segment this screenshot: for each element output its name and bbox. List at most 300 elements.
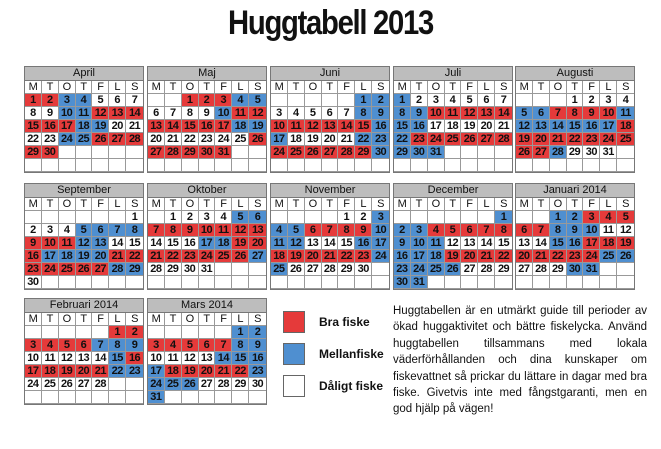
day-cell-daligt: 16 bbox=[182, 237, 199, 250]
day-cell-bra: 20 bbox=[533, 133, 550, 146]
day-cell-bra: 26 bbox=[76, 263, 93, 276]
day-cell-mellan: 16 bbox=[411, 120, 428, 133]
empty-cell bbox=[215, 276, 232, 289]
empty-cell bbox=[322, 276, 339, 289]
empty-cell bbox=[617, 276, 634, 289]
month-name: Augusti bbox=[516, 67, 634, 81]
day-cell-daligt: 14 bbox=[109, 237, 126, 250]
day-cell-mellan: 18 bbox=[76, 120, 93, 133]
day-grid bbox=[25, 81, 143, 172]
day-cell-mellan: 2 bbox=[567, 211, 584, 224]
day-grid bbox=[394, 198, 512, 289]
empty-cell bbox=[305, 211, 322, 224]
day-cell-mellan: 29 bbox=[126, 263, 143, 276]
empty-cell bbox=[288, 159, 305, 172]
day-cell-mellan: 18 bbox=[428, 250, 445, 263]
day-cell-bra: 14 bbox=[126, 107, 143, 120]
day-cell-bra: 11 bbox=[445, 107, 462, 120]
weekday-header: O bbox=[305, 198, 322, 211]
month-calendar bbox=[270, 66, 390, 173]
day-cell-bra: 21 bbox=[92, 365, 109, 378]
empty-cell bbox=[600, 263, 617, 276]
empty-cell bbox=[445, 276, 462, 289]
weekday-header: T bbox=[533, 81, 550, 94]
day-cell-bra: 20 bbox=[199, 365, 216, 378]
day-cell-daligt: 25 bbox=[42, 378, 59, 391]
day-cell-mellan: 7 bbox=[109, 224, 126, 237]
day-cell-daligt: 29 bbox=[338, 263, 355, 276]
day-cell-bra: 29 bbox=[355, 146, 372, 159]
month-calendar bbox=[393, 66, 513, 173]
weekday-header: T bbox=[199, 81, 216, 94]
day-cell-mellan: 9 bbox=[249, 339, 266, 352]
weekday-header: L bbox=[232, 198, 249, 211]
empty-cell bbox=[516, 276, 533, 289]
day-grid bbox=[148, 81, 266, 172]
day-cell-bra: 24 bbox=[42, 263, 59, 276]
empty-cell bbox=[372, 276, 389, 289]
day-cell-mellan: 29 bbox=[394, 146, 411, 159]
empty-cell bbox=[288, 94, 305, 107]
day-grid bbox=[148, 313, 266, 404]
weekday-header: L bbox=[109, 81, 126, 94]
day-cell-mellan: 19 bbox=[76, 250, 93, 263]
day-cell-daligt: 5 bbox=[461, 94, 478, 107]
day-cell-mellan: 13 bbox=[533, 120, 550, 133]
empty-cell bbox=[617, 159, 634, 172]
day-cell-daligt: 27 bbox=[305, 263, 322, 276]
empty-cell bbox=[76, 146, 93, 159]
weekday-header: S bbox=[372, 198, 389, 211]
empty-cell bbox=[42, 276, 59, 289]
day-cell-bra: 13 bbox=[322, 120, 339, 133]
day-cell-bra: 15 bbox=[182, 120, 199, 133]
day-cell-bra: 24 bbox=[428, 133, 445, 146]
day-cell-bra: 9 bbox=[583, 107, 600, 120]
day-cell-daligt: 28 bbox=[215, 378, 232, 391]
empty-cell bbox=[533, 211, 550, 224]
day-cell-mellan: 19 bbox=[92, 120, 109, 133]
weekday-header: O bbox=[428, 81, 445, 94]
weekday-header: L bbox=[478, 198, 495, 211]
day-cell-daligt: 26 bbox=[288, 263, 305, 276]
empty-cell bbox=[495, 159, 512, 172]
empty-cell bbox=[428, 276, 445, 289]
weekday-header: S bbox=[495, 81, 512, 94]
day-cell-bra: 5 bbox=[182, 339, 199, 352]
day-cell-mellan: 11 bbox=[428, 237, 445, 250]
day-cell-mellan: 11 bbox=[76, 107, 93, 120]
day-cell-bra: 10 bbox=[271, 120, 288, 133]
day-cell-bra: 7 bbox=[533, 224, 550, 237]
day-cell-bra: 23 bbox=[182, 250, 199, 263]
day-cell-daligt: 2 bbox=[411, 94, 428, 107]
day-cell-mellan: 5 bbox=[288, 224, 305, 237]
weekday-header: F bbox=[92, 198, 109, 211]
day-cell-bra: 25 bbox=[617, 133, 634, 146]
weekday-header: F bbox=[338, 198, 355, 211]
day-cell-bra: 11 bbox=[59, 237, 76, 250]
weekday-header: M bbox=[516, 81, 533, 94]
empty-cell bbox=[478, 146, 495, 159]
day-cell-bra: 10 bbox=[199, 224, 216, 237]
day-cell-bra: 5 bbox=[445, 224, 462, 237]
day-cell-daligt: 6 bbox=[478, 94, 495, 107]
empty-cell bbox=[249, 159, 266, 172]
day-cell-mellan: 31 bbox=[148, 391, 165, 404]
day-cell-mellan: 3 bbox=[411, 224, 428, 237]
month-calendar bbox=[270, 183, 390, 290]
legend-swatch-daligt bbox=[283, 375, 305, 397]
day-cell-bra: 23 bbox=[583, 133, 600, 146]
empty-cell bbox=[478, 159, 495, 172]
day-cell-mellan: 18 bbox=[59, 250, 76, 263]
day-cell-daligt: 5 bbox=[92, 94, 109, 107]
day-cell-mellan: 8 bbox=[126, 224, 143, 237]
day-cell-bra: 22 bbox=[232, 365, 249, 378]
day-cell-bra: 9 bbox=[182, 224, 199, 237]
day-cell-daligt: 2 bbox=[25, 224, 42, 237]
empty-cell bbox=[165, 94, 182, 107]
day-cell-bra: 27 bbox=[533, 146, 550, 159]
weekday-header: F bbox=[583, 198, 600, 211]
empty-cell bbox=[92, 326, 109, 339]
month-name: Juli bbox=[394, 67, 512, 81]
empty-cell bbox=[411, 211, 428, 224]
day-cell-bra: 20 bbox=[76, 365, 93, 378]
day-cell-mellan: 18 bbox=[215, 237, 232, 250]
weekday-header: T bbox=[165, 313, 182, 326]
empty-cell bbox=[42, 326, 59, 339]
empty-cell bbox=[126, 146, 143, 159]
day-cell-mellan: 3 bbox=[59, 94, 76, 107]
weekday-header: T bbox=[288, 81, 305, 94]
empty-cell bbox=[165, 276, 182, 289]
day-cell-mellan: 1 bbox=[550, 211, 567, 224]
weekday-header: M bbox=[148, 313, 165, 326]
day-cell-daligt: 30 bbox=[182, 263, 199, 276]
day-cell-mellan: 16 bbox=[372, 120, 389, 133]
weekday-header: F bbox=[583, 81, 600, 94]
weekday-header: S bbox=[249, 313, 266, 326]
weekday-header: O bbox=[428, 198, 445, 211]
weekday-header: T bbox=[165, 198, 182, 211]
day-cell-mellan: 24 bbox=[148, 378, 165, 391]
empty-cell bbox=[583, 276, 600, 289]
day-cell-daligt: 29 bbox=[232, 378, 249, 391]
day-cell-bra: 12 bbox=[92, 107, 109, 120]
day-cell-daligt: 4 bbox=[288, 107, 305, 120]
day-cell-bra: 21 bbox=[215, 365, 232, 378]
day-cell-bra: 6 bbox=[516, 224, 533, 237]
empty-cell bbox=[338, 159, 355, 172]
day-cell-bra: 7 bbox=[322, 224, 339, 237]
empty-cell bbox=[288, 211, 305, 224]
day-cell-daligt: 14 bbox=[478, 237, 495, 250]
day-cell-daligt: 13 bbox=[305, 237, 322, 250]
day-cell-bra: 23 bbox=[355, 250, 372, 263]
weekday-header: F bbox=[461, 81, 478, 94]
day-cell-mellan: 4 bbox=[76, 94, 93, 107]
day-cell-bra: 14 bbox=[495, 107, 512, 120]
day-cell-mellan: 28 bbox=[109, 263, 126, 276]
day-cell-bra: 25 bbox=[59, 263, 76, 276]
day-cell-bra: 11 bbox=[232, 107, 249, 120]
day-cell-mellan: 4 bbox=[232, 94, 249, 107]
month-name: Juni bbox=[271, 67, 389, 81]
day-cell-daligt: 13 bbox=[199, 352, 216, 365]
empty-cell bbox=[372, 263, 389, 276]
day-cell-mellan: 31 bbox=[583, 263, 600, 276]
empty-cell bbox=[461, 146, 478, 159]
empty-cell bbox=[59, 211, 76, 224]
day-cell-bra: 18 bbox=[165, 365, 182, 378]
empty-cell bbox=[25, 159, 42, 172]
legend-swatch-mellan bbox=[283, 343, 305, 365]
day-cell-bra: 26 bbox=[92, 133, 109, 146]
empty-cell bbox=[617, 263, 634, 276]
day-cell-daligt: 7 bbox=[338, 107, 355, 120]
empty-cell bbox=[199, 391, 216, 404]
day-cell-daligt: 3 bbox=[199, 211, 216, 224]
day-cell-bra: 24 bbox=[600, 133, 617, 146]
day-cell-daligt: 14 bbox=[322, 237, 339, 250]
empty-cell bbox=[411, 159, 428, 172]
day-cell-daligt: 14 bbox=[148, 237, 165, 250]
weekday-header: T bbox=[76, 313, 93, 326]
day-cell-mellan: 7 bbox=[92, 339, 109, 352]
weekday-header: L bbox=[478, 81, 495, 94]
empty-cell bbox=[372, 159, 389, 172]
day-cell-bra: 6 bbox=[305, 224, 322, 237]
day-cell-mellan: 8 bbox=[394, 107, 411, 120]
month-name: December bbox=[394, 184, 512, 198]
month-calendar bbox=[393, 183, 513, 290]
empty-cell bbox=[583, 159, 600, 172]
day-cell-bra: 22 bbox=[338, 250, 355, 263]
month-calendar bbox=[24, 183, 144, 290]
day-cell-bra: 17 bbox=[583, 237, 600, 250]
empty-cell bbox=[92, 391, 109, 404]
empty-cell bbox=[617, 146, 634, 159]
day-cell-mellan: 18 bbox=[232, 120, 249, 133]
day-cell-bra: 2 bbox=[42, 94, 59, 107]
weekday-header: L bbox=[232, 81, 249, 94]
empty-cell bbox=[59, 326, 76, 339]
weekday-header: O bbox=[182, 81, 199, 94]
day-cell-mellan: 15 bbox=[232, 352, 249, 365]
day-grid bbox=[271, 198, 389, 289]
day-cell-daligt: 7 bbox=[495, 94, 512, 107]
day-cell-mellan: 30 bbox=[567, 263, 584, 276]
day-cell-mellan: 2 bbox=[249, 326, 266, 339]
day-cell-daligt: 28 bbox=[322, 263, 339, 276]
month-name: November bbox=[271, 184, 389, 198]
day-cell-bra: 19 bbox=[617, 237, 634, 250]
empty-cell bbox=[25, 391, 42, 404]
day-cell-bra: 21 bbox=[478, 250, 495, 263]
weekday-header: T bbox=[411, 81, 428, 94]
day-cell-mellan: 6 bbox=[533, 107, 550, 120]
day-cell-bra: 5 bbox=[59, 339, 76, 352]
empty-cell bbox=[182, 326, 199, 339]
empty-cell bbox=[550, 94, 567, 107]
weekday-header: S bbox=[126, 313, 143, 326]
day-cell-bra: 28 bbox=[126, 133, 143, 146]
empty-cell bbox=[109, 159, 126, 172]
day-cell-bra: 3 bbox=[583, 211, 600, 224]
weekday-header: S bbox=[495, 198, 512, 211]
day-cell-bra: 1 bbox=[109, 326, 126, 339]
day-cell-mellan: 12 bbox=[76, 237, 93, 250]
empty-cell bbox=[567, 276, 584, 289]
empty-cell bbox=[394, 211, 411, 224]
weekday-header: M bbox=[394, 198, 411, 211]
empty-cell bbox=[215, 391, 232, 404]
day-cell-mellan: 6 bbox=[92, 224, 109, 237]
day-cell-mellan: 17 bbox=[600, 120, 617, 133]
day-cell-mellan: 27 bbox=[249, 250, 266, 263]
weekday-header: L bbox=[109, 313, 126, 326]
day-cell-bra: 11 bbox=[288, 120, 305, 133]
day-cell-daligt: 29 bbox=[495, 263, 512, 276]
weekday-header: T bbox=[445, 198, 462, 211]
day-cell-daligt: 28 bbox=[92, 378, 109, 391]
day-cell-bra: 28 bbox=[165, 146, 182, 159]
day-cell-bra: 23 bbox=[411, 133, 428, 146]
empty-cell bbox=[92, 159, 109, 172]
empty-cell bbox=[148, 94, 165, 107]
day-cell-daligt: 7 bbox=[126, 94, 143, 107]
day-cell-mellan: 5 bbox=[516, 107, 533, 120]
day-cell-daligt: 31 bbox=[600, 146, 617, 159]
month-name: April bbox=[25, 67, 143, 81]
day-cell-mellan: 17 bbox=[148, 365, 165, 378]
empty-cell bbox=[550, 159, 567, 172]
day-cell-mellan: 8 bbox=[550, 224, 567, 237]
day-cell-daligt: 7 bbox=[165, 107, 182, 120]
empty-cell bbox=[271, 211, 288, 224]
day-cell-mellan: 20 bbox=[92, 250, 109, 263]
day-cell-mellan: 23 bbox=[126, 365, 143, 378]
empty-cell bbox=[516, 211, 533, 224]
empty-cell bbox=[42, 211, 59, 224]
day-cell-bra: 12 bbox=[232, 224, 249, 237]
weekday-header: T bbox=[42, 313, 59, 326]
day-cell-daligt: 10 bbox=[148, 352, 165, 365]
day-cell-daligt: 31 bbox=[199, 263, 216, 276]
day-cell-daligt: 3 bbox=[428, 94, 445, 107]
day-cell-bra: 3 bbox=[148, 339, 165, 352]
day-cell-mellan: 23 bbox=[249, 365, 266, 378]
day-cell-daligt: 15 bbox=[495, 237, 512, 250]
empty-cell bbox=[249, 391, 266, 404]
empty-cell bbox=[600, 276, 617, 289]
weekday-header: T bbox=[288, 198, 305, 211]
empty-cell bbox=[59, 159, 76, 172]
day-cell-mellan: 15 bbox=[109, 352, 126, 365]
day-cell-daligt: 1 bbox=[126, 211, 143, 224]
day-cell-bra: 3 bbox=[25, 339, 42, 352]
day-cell-daligt: 19 bbox=[305, 133, 322, 146]
day-cell-mellan: 11 bbox=[617, 107, 634, 120]
empty-cell bbox=[533, 276, 550, 289]
day-cell-mellan: 24 bbox=[411, 263, 428, 276]
day-cell-bra: 25 bbox=[445, 133, 462, 146]
day-cell-daligt: 30 bbox=[583, 146, 600, 159]
weekday-header: T bbox=[411, 198, 428, 211]
day-cell-bra: 7 bbox=[215, 339, 232, 352]
day-grid bbox=[25, 198, 143, 289]
day-cell-daligt: 15 bbox=[165, 237, 182, 250]
day-cell-daligt: 12 bbox=[59, 352, 76, 365]
day-cell-mellan: 22 bbox=[109, 365, 126, 378]
day-cell-mellan: 9 bbox=[411, 107, 428, 120]
empty-cell bbox=[76, 326, 93, 339]
day-cell-bra: 17 bbox=[215, 120, 232, 133]
day-cell-mellan: 8 bbox=[355, 107, 372, 120]
day-cell-mellan: 12 bbox=[516, 120, 533, 133]
day-cell-bra: 27 bbox=[148, 146, 165, 159]
day-cell-daligt: 21 bbox=[338, 133, 355, 146]
day-cell-mellan: 1 bbox=[495, 211, 512, 224]
weekday-header: O bbox=[59, 198, 76, 211]
day-cell-bra: 22 bbox=[567, 133, 584, 146]
day-cell-mellan: 15 bbox=[567, 120, 584, 133]
empty-cell bbox=[215, 159, 232, 172]
day-cell-mellan: 12 bbox=[288, 237, 305, 250]
day-cell-mellan: 22 bbox=[394, 133, 411, 146]
day-cell-daligt: 20 bbox=[109, 120, 126, 133]
day-cell-daligt: 13 bbox=[516, 237, 533, 250]
day-cell-mellan: 16 bbox=[583, 120, 600, 133]
day-cell-bra: 29 bbox=[182, 146, 199, 159]
day-cell-bra: 1 bbox=[25, 94, 42, 107]
weekday-header: T bbox=[567, 81, 584, 94]
weekday-header: L bbox=[600, 198, 617, 211]
day-cell-bra: 24 bbox=[199, 250, 216, 263]
day-cell-daligt: 30 bbox=[249, 378, 266, 391]
day-cell-daligt: 18 bbox=[445, 120, 462, 133]
day-cell-mellan: 2 bbox=[394, 224, 411, 237]
empty-cell bbox=[199, 159, 216, 172]
day-cell-daligt: 18 bbox=[288, 133, 305, 146]
day-cell-bra: 19 bbox=[59, 365, 76, 378]
day-cell-daligt: 27 bbox=[516, 263, 533, 276]
day-cell-bra: 16 bbox=[199, 120, 216, 133]
day-cell-bra: 22 bbox=[126, 250, 143, 263]
day-cell-daligt: 27 bbox=[76, 378, 93, 391]
day-cell-daligt: 15 bbox=[338, 237, 355, 250]
day-cell-mellan: 23 bbox=[372, 133, 389, 146]
day-cell-mellan: 4 bbox=[271, 224, 288, 237]
day-cell-bra: 24 bbox=[271, 146, 288, 159]
day-cell-daligt: 12 bbox=[182, 352, 199, 365]
day-cell-bra: 20 bbox=[516, 250, 533, 263]
empty-cell bbox=[355, 276, 372, 289]
day-cell-mellan: 30 bbox=[411, 146, 428, 159]
day-cell-bra: 6 bbox=[199, 339, 216, 352]
day-cell-mellan: 16 bbox=[567, 237, 584, 250]
empty-cell bbox=[109, 146, 126, 159]
day-cell-bra: 30 bbox=[42, 146, 59, 159]
empty-cell bbox=[109, 378, 126, 391]
day-cell-daligt: 11 bbox=[42, 352, 59, 365]
day-cell-bra: 11 bbox=[215, 224, 232, 237]
empty-cell bbox=[305, 94, 322, 107]
empty-cell bbox=[76, 276, 93, 289]
day-cell-mellan: 31 bbox=[428, 146, 445, 159]
